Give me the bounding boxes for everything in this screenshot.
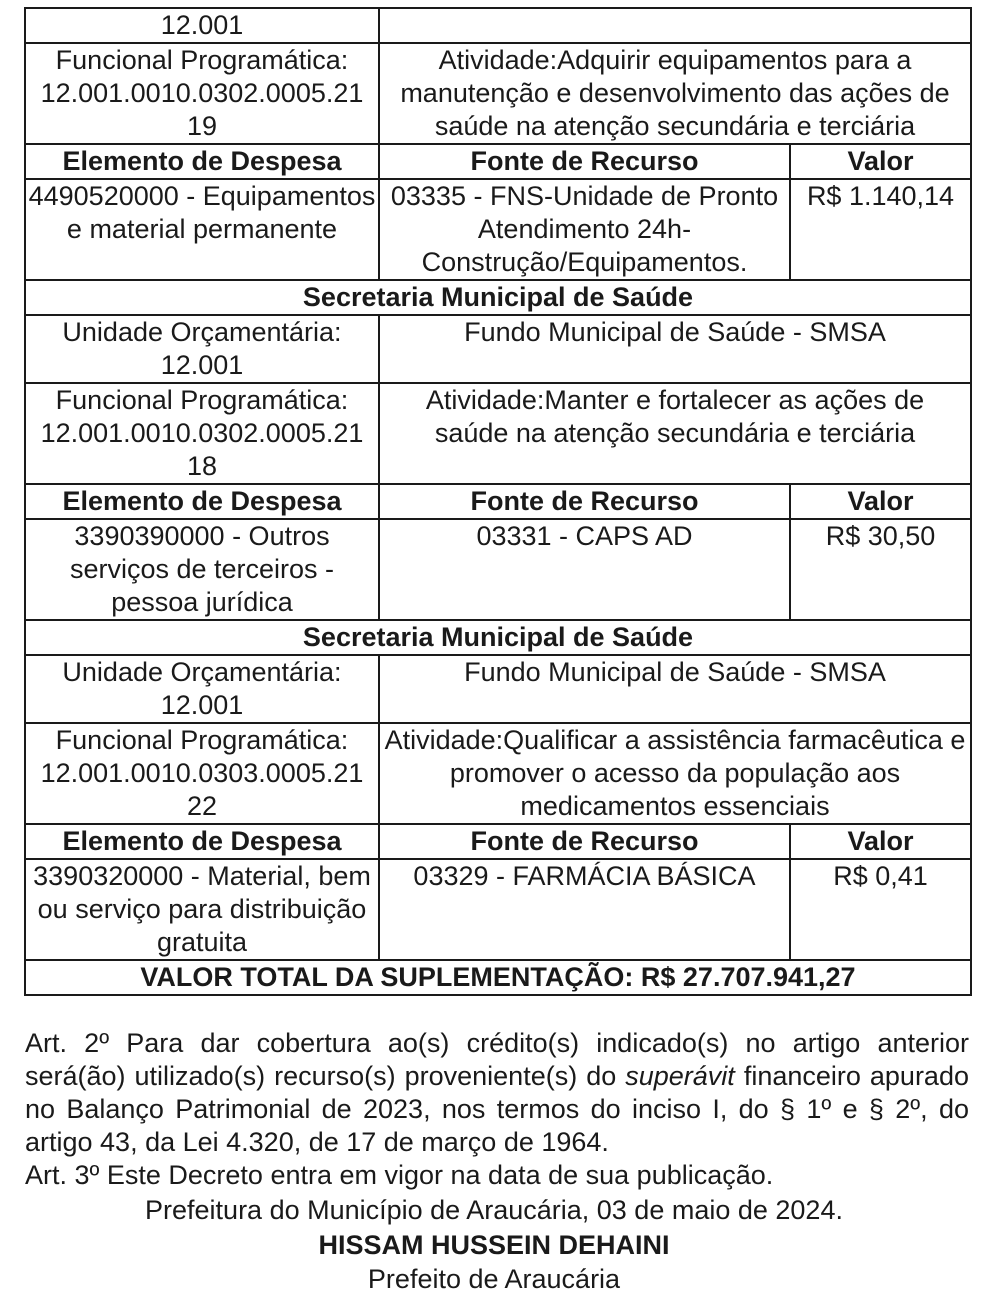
header-elemento: Elemento de Despesa <box>25 484 379 519</box>
article-2 <box>25 1027 969 1159</box>
signatory-title: Prefeito de Araucária <box>367 1264 621 1294</box>
valor-cell: R$ 1.140,14 <box>790 179 971 280</box>
funcional-code: 12.001.0010.0302.0005.21 <box>40 78 364 108</box>
header-elemento: Elemento de Despesa <box>25 144 379 179</box>
funcional-label: Funcional Programática: <box>55 45 349 75</box>
fonte-cell: 03335 - FNS-Unidade de Pronto Atendimento 24h-Construção/Equipamentos. <box>379 179 790 280</box>
budget-table <box>24 7 972 996</box>
articles-text <box>25 1027 969 1192</box>
atividade-cell: Atividade:Manter e fortalecer as ações de saúde na atenção secundária e terciária <box>379 383 971 484</box>
signatory-name: HISSAM HUSSEIN DEHAINI <box>318 1230 670 1260</box>
article-3: Art. 3º Este Decreto entra em vigor na data de sua publicação. <box>25 1160 774 1190</box>
table-header-row <box>25 484 971 519</box>
fonte-cell: 03331 - CAPS AD <box>379 519 790 620</box>
funcional-cell <box>25 383 379 484</box>
funcional-cell <box>25 723 379 824</box>
unidade-code: 12.001 <box>160 690 244 720</box>
place-date: Prefeitura do Município de Araucária, 03 de maio de 2024. <box>145 1195 843 1225</box>
article-2-end: financeiro apurado no Balanço Patrimonial de 2023, nos termos do inciso I, do § 1º e § 2º, do artigo 43, da Lei 4.320, de 17 de março de 1964. <box>25 1061 969 1157</box>
table-row <box>25 620 971 655</box>
header-valor: Valor <box>790 824 971 859</box>
table-row <box>25 519 971 620</box>
funcional-cell <box>25 43 379 144</box>
article-2-start: Art. 2º Para dar cobertura ao(s) crédito(s) indicado(s) no artigo anterior será(ão) utilizado(s) recurso(s) proveniente(s) do <box>25 1028 969 1091</box>
elemento-cell: 3390320000 - Material, bem ou serviço para distribuição gratuita <box>25 859 379 960</box>
header-fonte: Fonte de Recurso <box>379 484 790 519</box>
table-row <box>25 280 971 315</box>
funcional-label: Funcional Programática: <box>55 725 349 755</box>
unidade-label: Unidade Orçamentária: <box>62 317 342 347</box>
table-row <box>25 655 971 723</box>
table-row <box>25 179 971 280</box>
valor-cell: R$ 30,50 <box>790 519 971 620</box>
secretaria-heading: Secretaria Municipal de Saúde <box>25 620 971 655</box>
header-valor: Valor <box>790 484 971 519</box>
fundo-cell <box>379 8 971 43</box>
table-row <box>25 859 971 960</box>
table-row <box>25 723 971 824</box>
funcional-code-suffix: 18 <box>186 451 218 481</box>
elemento-cell: 3390390000 - Outros serviços de terceiros - pessoa jurídica <box>25 519 379 620</box>
funcional-code: 12.001.0010.0303.0005.21 <box>40 758 364 788</box>
table-header-row <box>25 144 971 179</box>
funcional-code: 12.001.0010.0302.0005.21 <box>40 418 364 448</box>
secretaria-heading: Secretaria Municipal de Saúde <box>25 280 971 315</box>
funcional-label: Funcional Programática: <box>55 385 349 415</box>
elemento-cell: 4490520000 - Equipamentos e material permanente <box>25 179 379 280</box>
unidade-code-cell: 12.001 <box>25 8 379 43</box>
table-header-row <box>25 824 971 859</box>
fundo-cell: Fundo Municipal de Saúde - SMSA <box>379 315 971 383</box>
unidade-label: Unidade Orçamentária: <box>62 657 342 687</box>
header-valor: Valor <box>790 144 971 179</box>
table-row <box>25 43 971 144</box>
header-elemento: Elemento de Despesa <box>25 824 379 859</box>
header-fonte: Fonte de Recurso <box>379 824 790 859</box>
fonte-cell: 03329 - FARMÁCIA BÁSICA <box>379 859 790 960</box>
funcional-code-suffix: 22 <box>186 791 218 821</box>
table-row <box>25 8 971 43</box>
unidade-code: 12.001 <box>160 350 244 380</box>
table-row <box>25 960 971 995</box>
article-2-italic: superávit <box>625 1061 735 1091</box>
atividade-cell: Atividade:Qualificar a assistência farmacêutica e promover o acesso da população aos medicamentos essenciais <box>379 723 971 824</box>
header-fonte: Fonte de Recurso <box>379 144 790 179</box>
atividade-cell: Atividade:Adquirir equipamentos para a manutenção e desenvolvimento das ações de saúde na atenção secundária e terciária <box>379 43 971 144</box>
unidade-cell <box>25 315 379 383</box>
fundo-cell: Fundo Municipal de Saúde - SMSA <box>379 655 971 723</box>
valor-cell: R$ 0,41 <box>790 859 971 960</box>
unidade-cell <box>25 655 379 723</box>
table-row <box>25 315 971 383</box>
funcional-code-suffix: 19 <box>186 111 218 141</box>
table-row <box>25 383 971 484</box>
total-supplementation: VALOR TOTAL DA SUPLEMENTAÇÃO: R$ 27.707.941,27 <box>25 960 971 995</box>
